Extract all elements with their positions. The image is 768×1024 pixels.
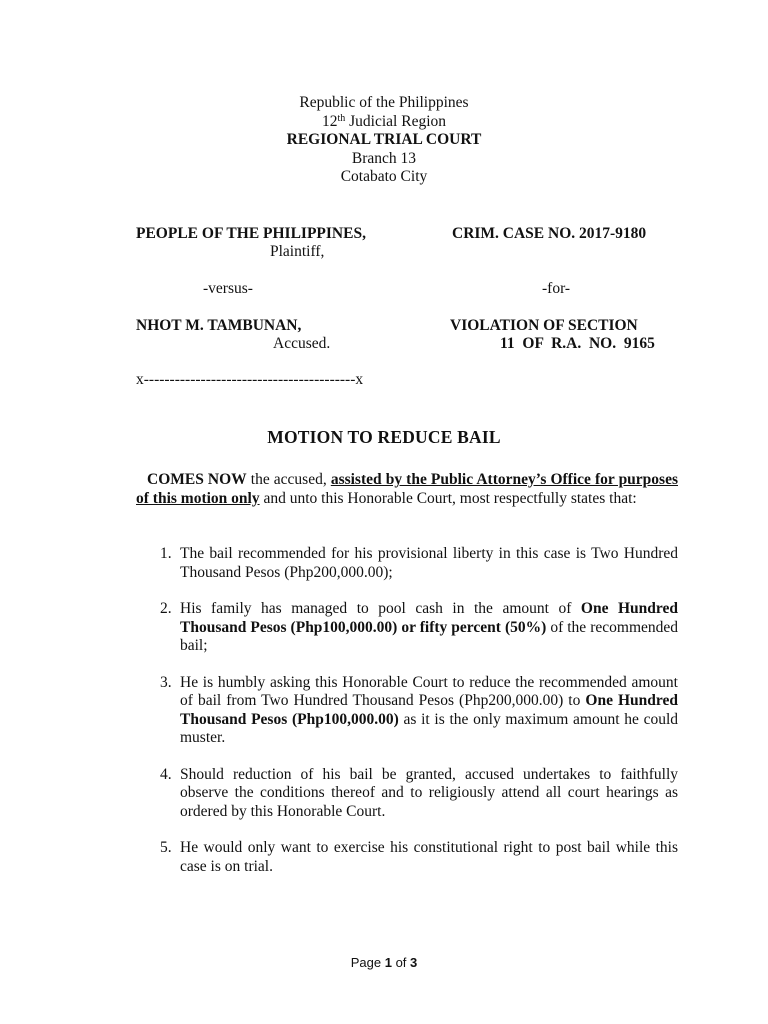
list-item-number: 5. bbox=[160, 839, 172, 856]
list-item-text: He is humbly asking this Honorable Court to reduce the recommended amount of bail from Two Hundred Thousand Pesos (Php200,000.00) to bbox=[180, 673, 678, 709]
intro-underlined: assisted by the Public Attorney’s Office for purposes of this motion only bbox=[136, 471, 678, 507]
list-item-text: His family has managed to pool cash in the amount of bbox=[180, 600, 581, 617]
header-branch: Branch 13 bbox=[351, 149, 417, 167]
versus-label: -versus- bbox=[203, 280, 253, 297]
list-item-text: The bail recommended for his provisional liberty in this case is Two Hundred Thousand Pesos (Php200,000.00); bbox=[180, 545, 678, 581]
header-city: Cotabato City bbox=[340, 168, 428, 185]
region-number: 12 bbox=[321, 112, 338, 130]
list-item-number: 1. bbox=[160, 545, 172, 562]
list-item bbox=[136, 839, 678, 876]
footer-total-pages: 3 bbox=[410, 955, 418, 970]
for-label: -for- bbox=[542, 280, 571, 297]
list-item bbox=[136, 600, 678, 656]
case-number: CRIM. CASE NO. 2017-9180 bbox=[452, 225, 647, 242]
list-item-text: One Hundred Thousand Pesos (Php100,000.00) bbox=[180, 692, 679, 728]
intro-lead-text: the accused, bbox=[246, 471, 331, 488]
intro-paragraph bbox=[136, 471, 678, 508]
accused-name: NHOT M. TAMBUNAN, bbox=[136, 317, 302, 334]
list-item bbox=[136, 545, 678, 582]
list-item-number: 2. bbox=[160, 600, 172, 617]
list-item-text: He would only want to exercise his constitutional right to post bail while this case is on trial. bbox=[180, 839, 678, 875]
plaintiff-role: Plaintiff, bbox=[270, 243, 325, 260]
footer-page-word: Page bbox=[350, 955, 385, 970]
list-item-number: 4. bbox=[160, 765, 172, 783]
list-item-number: 3. bbox=[160, 673, 172, 691]
offense-line-1: VIOLATION OF SECTION bbox=[450, 317, 638, 334]
footer-current-page: 1 bbox=[384, 955, 392, 970]
list-item bbox=[136, 766, 678, 822]
offense-line-2: 11 OF R.A. NO. 9165 bbox=[500, 335, 655, 352]
page-footer bbox=[0, 954, 768, 973]
motion-title: MOTION TO REDUCE BAIL bbox=[267, 427, 501, 447]
region-label: Judicial Region bbox=[345, 112, 447, 130]
header-republic: Republic of the Philippines bbox=[299, 94, 469, 111]
court-header bbox=[0, 94, 768, 187]
intro-rest: and unto this Honorable Court, most respectfully states that: bbox=[259, 489, 637, 507]
numbered-list bbox=[136, 545, 678, 876]
header-judicial-region bbox=[0, 113, 768, 132]
list-item-text: One Hundred Thousand Pesos (Php100,000.00) or fifty percent (50%) bbox=[180, 600, 679, 636]
region-suffix: th bbox=[337, 112, 346, 124]
list-item-text: as it is the only maximum amount he could muster. bbox=[180, 710, 679, 746]
list-item bbox=[136, 674, 678, 748]
accused-role: Accused. bbox=[273, 335, 331, 352]
list-item-text: Should reduction of his bail be granted, accused undertakes to faithfully observe the conditions thereof and to religiously attend all court hearings as ordered by this Honorable Court. bbox=[180, 765, 678, 820]
plaintiff-name: PEOPLE OF THE PHILIPPINES, bbox=[136, 225, 366, 242]
caption-separator: x-----------------------------------------x bbox=[136, 371, 364, 388]
footer-of-word: of bbox=[391, 955, 411, 970]
header-court: REGIONAL TRIAL COURT bbox=[286, 131, 482, 148]
intro-lead: COMES NOW bbox=[147, 471, 247, 488]
list-item-text: of the recommended bail; bbox=[180, 618, 679, 654]
